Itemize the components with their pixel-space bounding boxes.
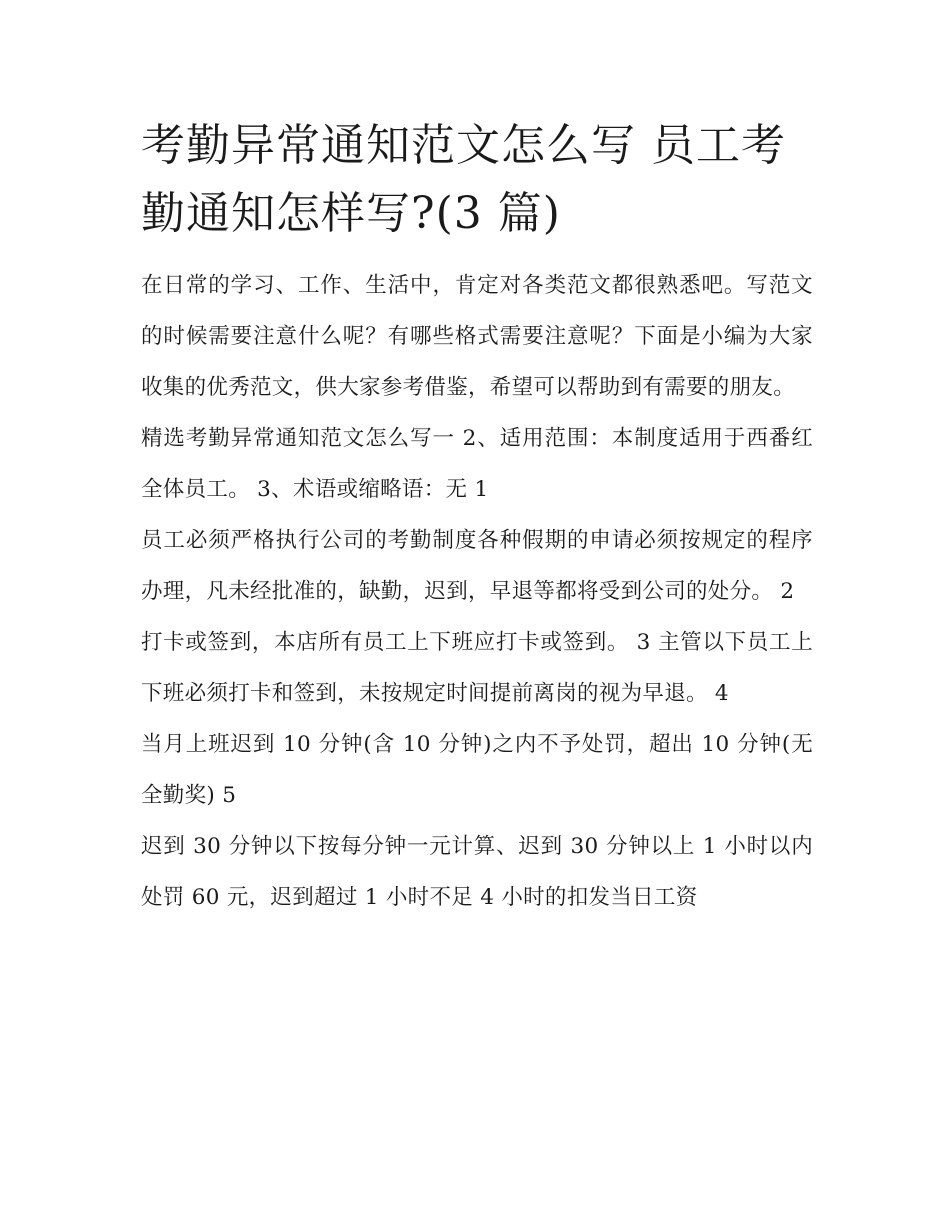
document-title: 考勤异常通知范文怎么写 员工考勤通知怎样写?(3 篇) (141, 120, 786, 239)
paragraph-intro: 在日常的学习、工作、生活中，肯定对各类范文都很熟悉吧。写范文的时候需要注意什么呢？有哪些格式需要注意呢？下面是小编为大家收集的优秀范文，供大家参考借鉴，希望可以帮助到有需要的朋友。 (141, 273, 813, 400)
paragraph-rule-1: 员工必须严格执行公司的考勤制度各种假期的申请必须按规定的程序办理，凡未经批准的，缺勤，迟到，早退等都将受到公司的处分。 2 (141, 528, 813, 604)
paragraph-rule-2: 打卡或签到，本店所有员工上下班应打卡或签到。 3 主管以下员工上下班必须打卡和签到，未按规定时间提前离岗的视为早退。 4 (141, 630, 813, 706)
paragraph-rule-4: 当月上班迟到 10 分钟(含 10 分钟)之内不予处罚，超出 10 分钟(无全勤奖) 5 (141, 732, 813, 808)
document-page (141, 112, 813, 923)
paragraph-rule-5: 迟到 30 分钟以下按每分钟一元计算、迟到 30 分钟以上 1 小时以内处罚 60 元，迟到超过 1 小时不足 4 小时的扣发当日工资 (141, 834, 813, 910)
paragraph-scope: 精选考勤异常通知范文怎么写一 2、适用范围：本制度适用于西番红全体员工。 3、术语或缩略语：无 1 (141, 426, 813, 502)
